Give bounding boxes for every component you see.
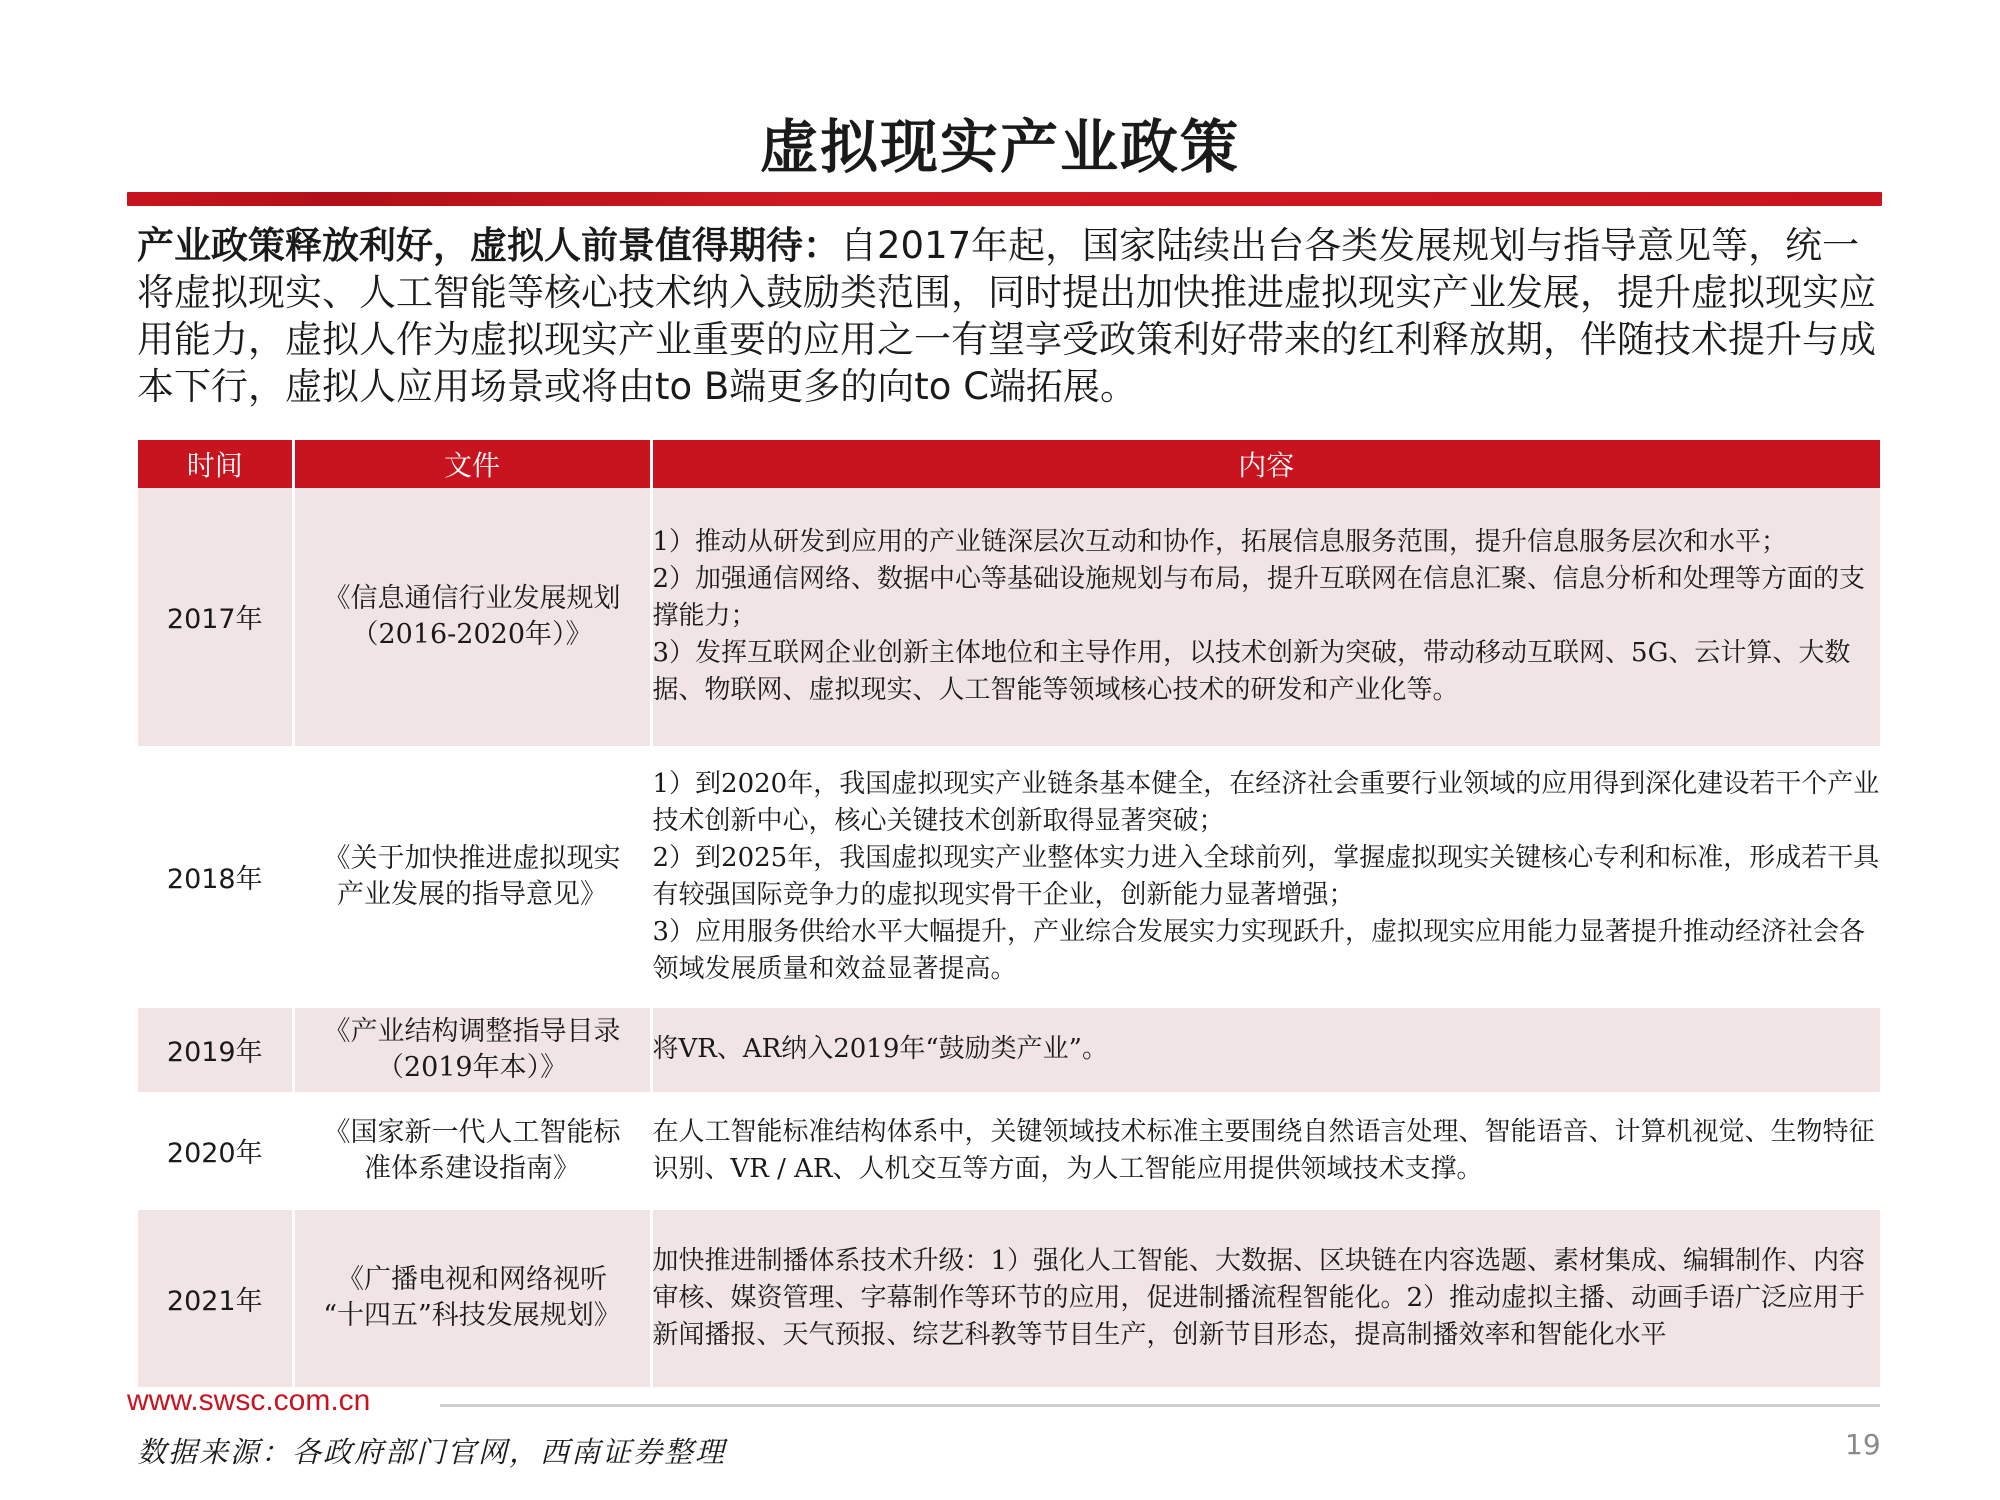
intro-paragraph [137,222,1877,410]
content-item: 加快推进制播体系技术升级：1）强化人工智能、大数据、区块链在内容选题、素材集成、编辑制作、内容审核、媒资管理、字幕制作等环节的应用，促进制播流程智能化。2）推动虚拟主播、动画手语广泛应用于新闻播报、天气预报、综艺科教等节目生产，创新节目形态，提高制播效率和智能化水平 [652,1245,1866,1350]
content-item: 3）应用服务供给水平大幅提升，产业综合发展实力实现跃升，虚拟现实应用能力显著提升推动经济社会各领域发展质量和效益显著提高。 [652,916,1866,984]
row-time: 2020年 [138,1093,293,1208]
intro-body: 自2017年起，国家陆续出台各类发展规划与指导意见等，统一将虚拟现实、人工智能等核心技术纳入鼓励类范围，同时提出加快推进虚拟现实产业发展，提升虚拟现实应用能力，虚拟人作为虚拟现实产业重要的应用之一有望享受政策利好带来的红利释放期，伴随技术提升与成本下行，虚拟人应用场景或将由to B端更多的向to C端拓展。 [137,224,1876,408]
row-content [651,747,1880,1006]
header-time: 时间 [138,440,293,488]
header-content: 内容 [651,440,1880,488]
header-document: 文件 [293,440,651,488]
row-document: 《国家新一代人工智能标 准体系建设指南》 [293,1093,651,1208]
page-number: 19 [1845,1428,1881,1461]
page-title: 虚拟现实产业政策 [759,113,1240,181]
table-header-row [138,440,1880,488]
table-row [138,1208,1880,1388]
row-time: 2017年 [138,488,293,747]
table-row [138,488,1880,747]
row-content [651,1208,1880,1388]
row-time: 2018年 [138,747,293,1006]
intro-lead: 产业政策释放利好，虚拟人前景值得期待： [137,224,840,267]
row-document: 《广播电视和网络视听 “十四五”科技发展规划》 [293,1208,651,1388]
row-document: 《信息通信行业发展规划 （2016-2020年）》 [293,488,651,747]
table-row [138,747,1880,1006]
content-item: 2）到2025年，我国虚拟现实产业整体实力进入全球前列，掌握虚拟现实关键核心专利和标准，形成若干具有较强国际竞争力的虚拟现实骨干企业，创新能力显著增强； [652,842,1880,910]
data-source-note: 数据来源：各政府部门官网，西南证券整理 [137,1435,727,1469]
title-underline-bar [127,192,1882,206]
policy-table [138,440,1880,1390]
content-item: 1）推动从研发到应用的产业链深层次互动和协作，拓展信息服务范围，提升信息服务层次和水平； [652,527,1788,558]
row-time: 2021年 [138,1208,293,1388]
row-document: 《关于加快推进虚拟现实 产业发展的指导意见》 [293,747,651,1006]
footer-divider [440,1404,1880,1407]
row-document: 《产业结构调整指导目录 （2019年本）》 [293,1006,651,1093]
content-item: 在人工智能标准结构体系中，关键领域技术标准主要围绕自然语言处理、智能语音、计算机视觉、生物特征识别、VR / AR、人机交互等方面，为人工智能应用提供领域技术支撑。 [652,1116,1875,1184]
website-link[interactable]: www.swsc.com.cn [127,1384,371,1417]
row-content [651,1093,1880,1208]
table-row [138,1093,1880,1208]
row-content [651,488,1880,747]
content-item: 将VR、AR纳入2019年“鼓励类产业”。 [652,1034,1108,1064]
content-item: 2）加强通信网络、数据中心等基础设施规划与布局，提升互联网在信息汇聚、信息分析和处理等方面的支撑能力； [652,564,1866,632]
table-row [138,1006,1880,1093]
row-time: 2019年 [138,1006,293,1093]
content-item: 1）到2020年，我国虚拟现实产业链条基本健全，在经济社会重要行业领域的应用得到深化建设若干个产业技术创新中心，核心关键技术创新取得显著突破； [652,768,1880,836]
content-item: 3）发挥互联网企业创新主体地位和主导作用，以技术创新为突破，带动移动互联网、5G、云计算、大数据、物联网、虚拟现实、人工智能等领域核心技术的研发和产业化等。 [652,638,1851,706]
row-content [651,1006,1880,1093]
